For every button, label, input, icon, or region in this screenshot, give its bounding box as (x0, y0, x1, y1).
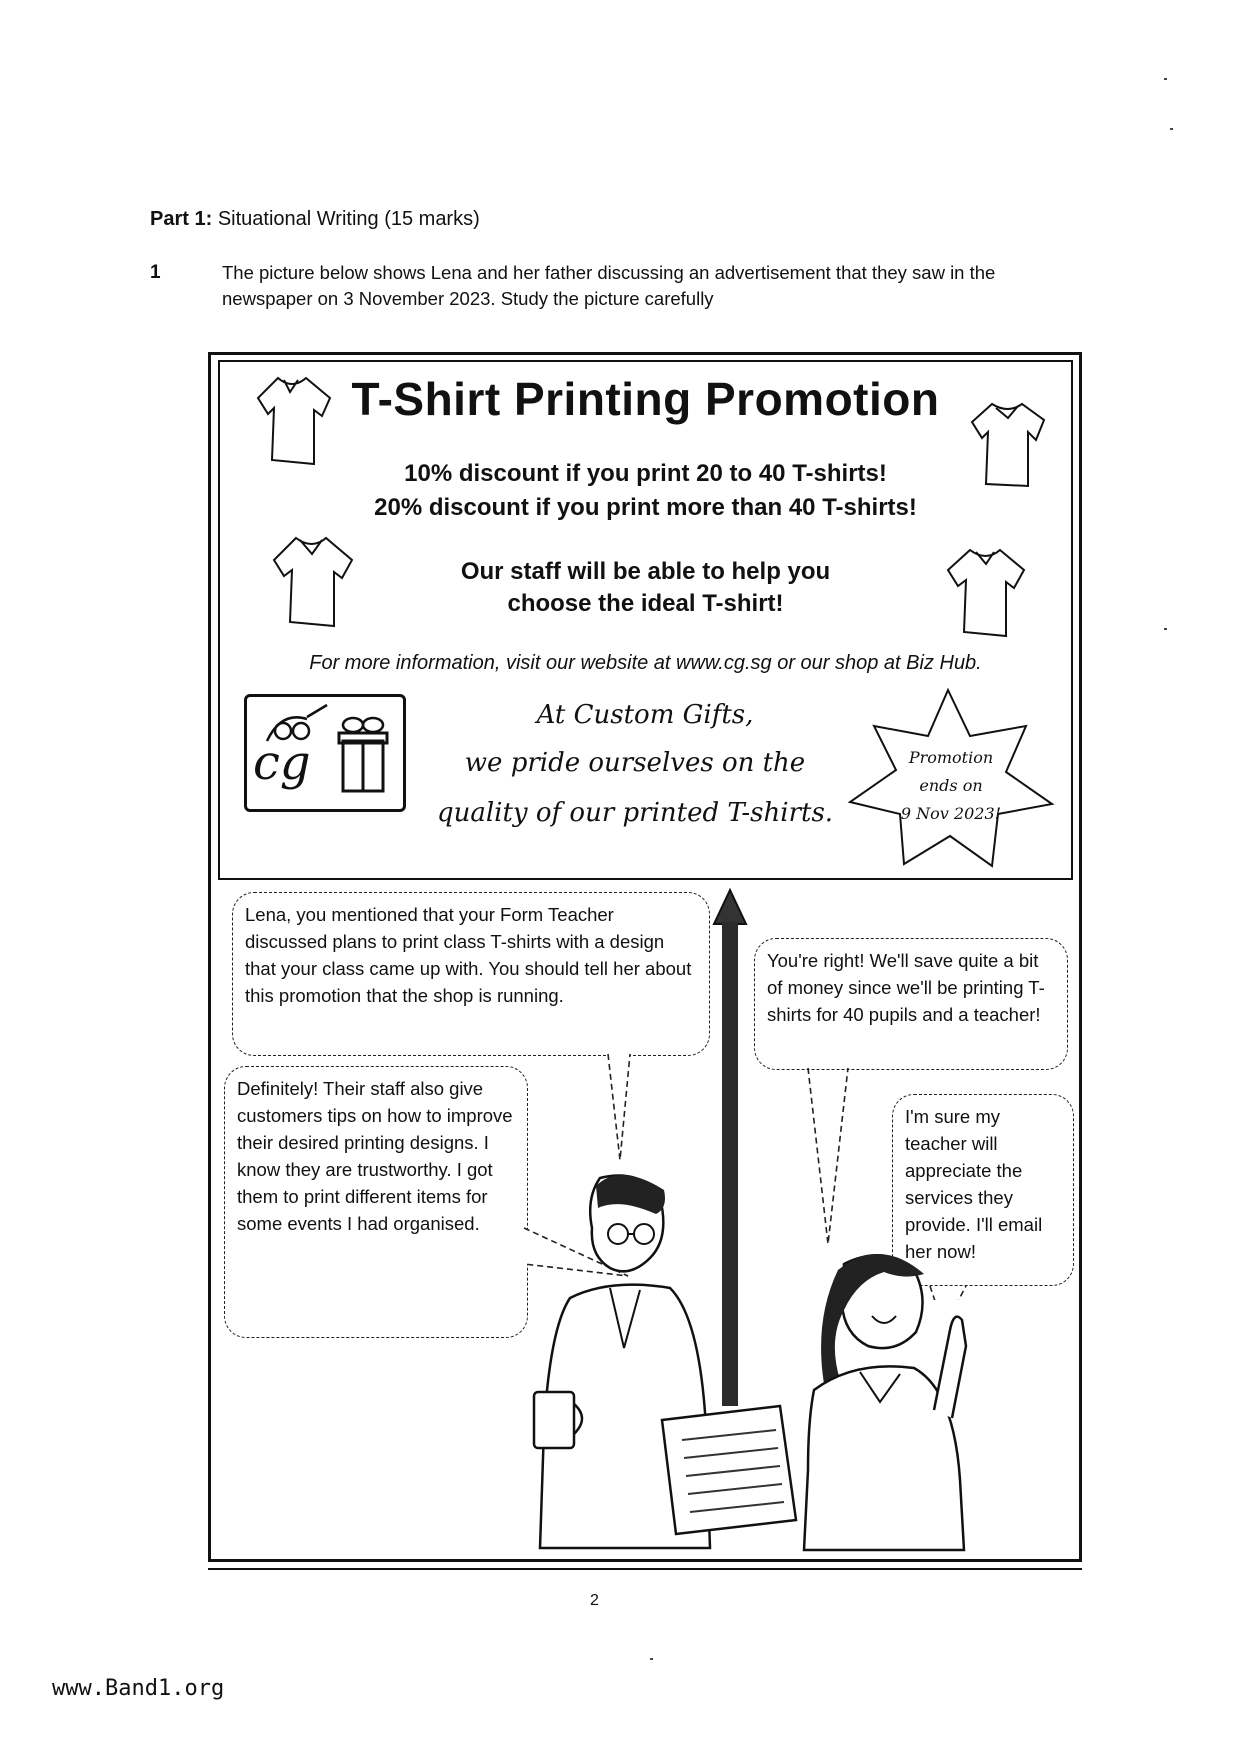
frame-bottom-line (208, 1568, 1082, 1570)
section-label: Part 1: (150, 208, 213, 230)
promotion-line-3: 9 Nov 2023! (900, 804, 1002, 823)
speech-bubble-lena-1: You're right! We'll save quite a bit of money since we'll be printing T-shirts for 40 pupils and a teacher! (754, 938, 1068, 1070)
footer-url: www.Band1.org (52, 1676, 225, 1701)
slogan-line-1: At Custom Gifts, (536, 700, 754, 730)
advert-title: T-Shirt Printing Promotion (351, 373, 940, 425)
discount-line-1: 10% discount if you print 20 to 40 T-shirts! (404, 460, 887, 487)
staff-line-1: Our staff will be able to help you (460, 558, 831, 585)
promotion-line-2: ends on (919, 776, 983, 795)
slogan-line-3: quality of our printed T-shirts. (436, 798, 834, 828)
lena-illustration (784, 1250, 1004, 1556)
discount-line-2: 20% discount if you print more than 40 T-shirts! (374, 494, 917, 521)
slogan-line-2: we pride ourselves on the (464, 748, 806, 778)
speech-bubble-lena-2: I'm sure my teacher will appreciate the services they provide. I'll email her now! (892, 1094, 1074, 1286)
logo-text: cg (253, 735, 311, 791)
question-number: 1 (150, 262, 161, 283)
promotion-text (876, 744, 1026, 828)
section-heading (150, 208, 480, 231)
speech-bubble-father-2: Definitely! Their staff also give customers tips on how to improve their desired printing designs. I know they are trustworthy. I got them to print different items for some events I had organised. (224, 1066, 528, 1338)
promotion-line-1: Promotion (908, 748, 994, 767)
page-number: 2 (590, 1592, 599, 1609)
newspaper-illustration (652, 1400, 802, 1540)
website-info: For more information, visit our website at www.cg.sg or our shop at Biz Hub. (309, 652, 982, 674)
question-text: The picture below shows Lena and her father discussing an advertisement that they saw in the newspaper on 3 November 2023. Study the picture carefully (222, 262, 996, 309)
shop-logo (244, 694, 406, 812)
section-title: Situational Writing (15 marks) (217, 208, 480, 230)
speech-bubble-father-1: Lena, you mentioned that your Form Teacher discussed plans to print class T-shirts with a design that your class came up with. You should tell her about this promotion that the shop is running. (232, 892, 710, 1056)
staff-line-2: choose the ideal T-shirt! (507, 590, 784, 617)
